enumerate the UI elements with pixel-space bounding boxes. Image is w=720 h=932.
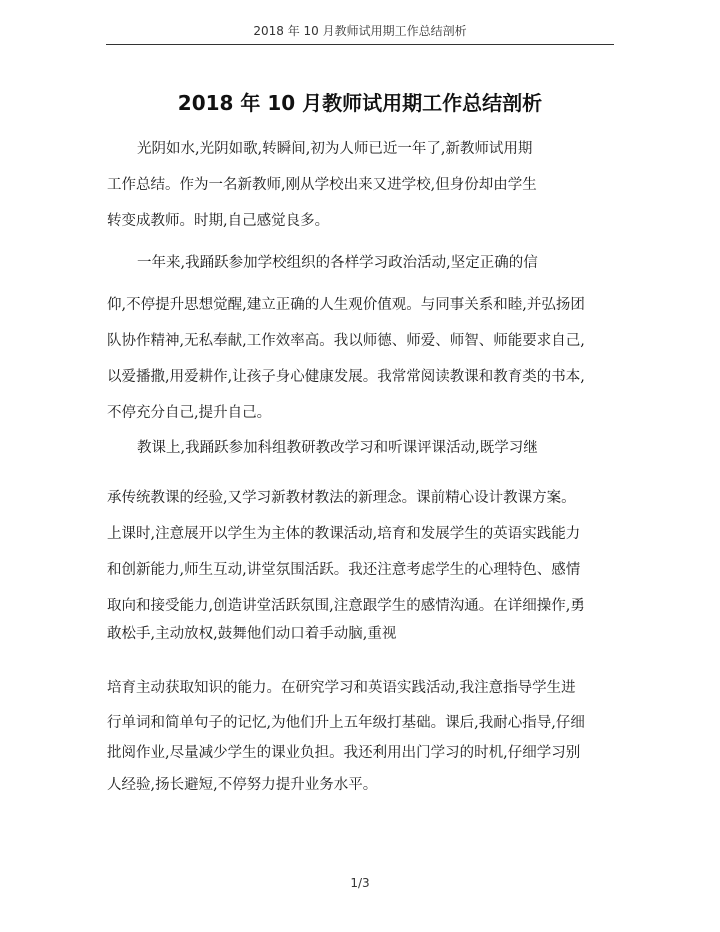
body-line: 培育主动获取知识的能力。在研究学习和英语实践活动,我注意指导学生进 [107,680,576,696]
body-line: 和创新能力,师生互动,讲堂氛围活跃。我还注意考虑学生的心理特色、感情 [107,562,581,578]
body-line: 工作总结。作为一名新教师,刚从学校出来又进学校,但身份却由学生 [107,177,537,193]
body-line: 批阅作业,尽量减少学生的课业负担。我还利用出门学习的时机,仔细学习别 [107,745,581,761]
body-line: 人经验,扬长避短,不停努力提升业务水平。 [107,777,378,793]
document-title: 2018 年 10 月教师试用期工作总结剖析 [177,91,543,115]
body-line: 队协作精神,无私奉献,工作效率高。我以师德、师爱、师智、师能要求自己, [107,333,585,349]
body-line: 仰,不停提升思想觉醒,建立正确的人生观价值观。与同事关系和睦,并弘扬团 [107,297,585,313]
body-line: 一年来,我踊跃参加学校组织的各样学习政治活动,坚定正确的信 [137,255,538,271]
body-line: 不停充分自己,提升自己。 [107,405,272,421]
page-header [106,18,614,45]
body-line: 敢松手,主动放权,鼓舞他们动口着手动脑,重视 [107,626,397,642]
body-line: 行单词和简单句子的记忆,为他们升上五年级打基础。课后,我耐心指导,仔细 [107,715,585,731]
body-line: 上课时,注意展开以学生为主体的教课活动,培育和发展学生的英语实践能力 [107,526,581,542]
body-line: 以爱播撒,用爱耕作,让孩子身心健康发展。我常常阅读教课和教育类的书本, [107,369,585,385]
body-line: 教课上,我踊跃参加科组教研教改学习和听课评课活动,既学习继 [137,440,538,456]
page-number: 1/3 [350,876,370,890]
running-title: 2018 年 10 月教师试用期工作总结剖析 [253,24,467,38]
body-line: 取向和接受能力,创造讲堂活跃氛围,注意跟学生的感情沟通。在详细操作,勇 [107,598,585,614]
body-line: 承传统教课的经验,又学习新教材教法的新理念。课前精心设计教课方案。 [107,490,576,506]
body-line: 转变成教师。时期,自己感觉良多。 [107,213,330,229]
body-line: 光阴如水,光阴如歌,转瞬间,初为人师已近一年了,新教师试用期 [137,141,533,157]
